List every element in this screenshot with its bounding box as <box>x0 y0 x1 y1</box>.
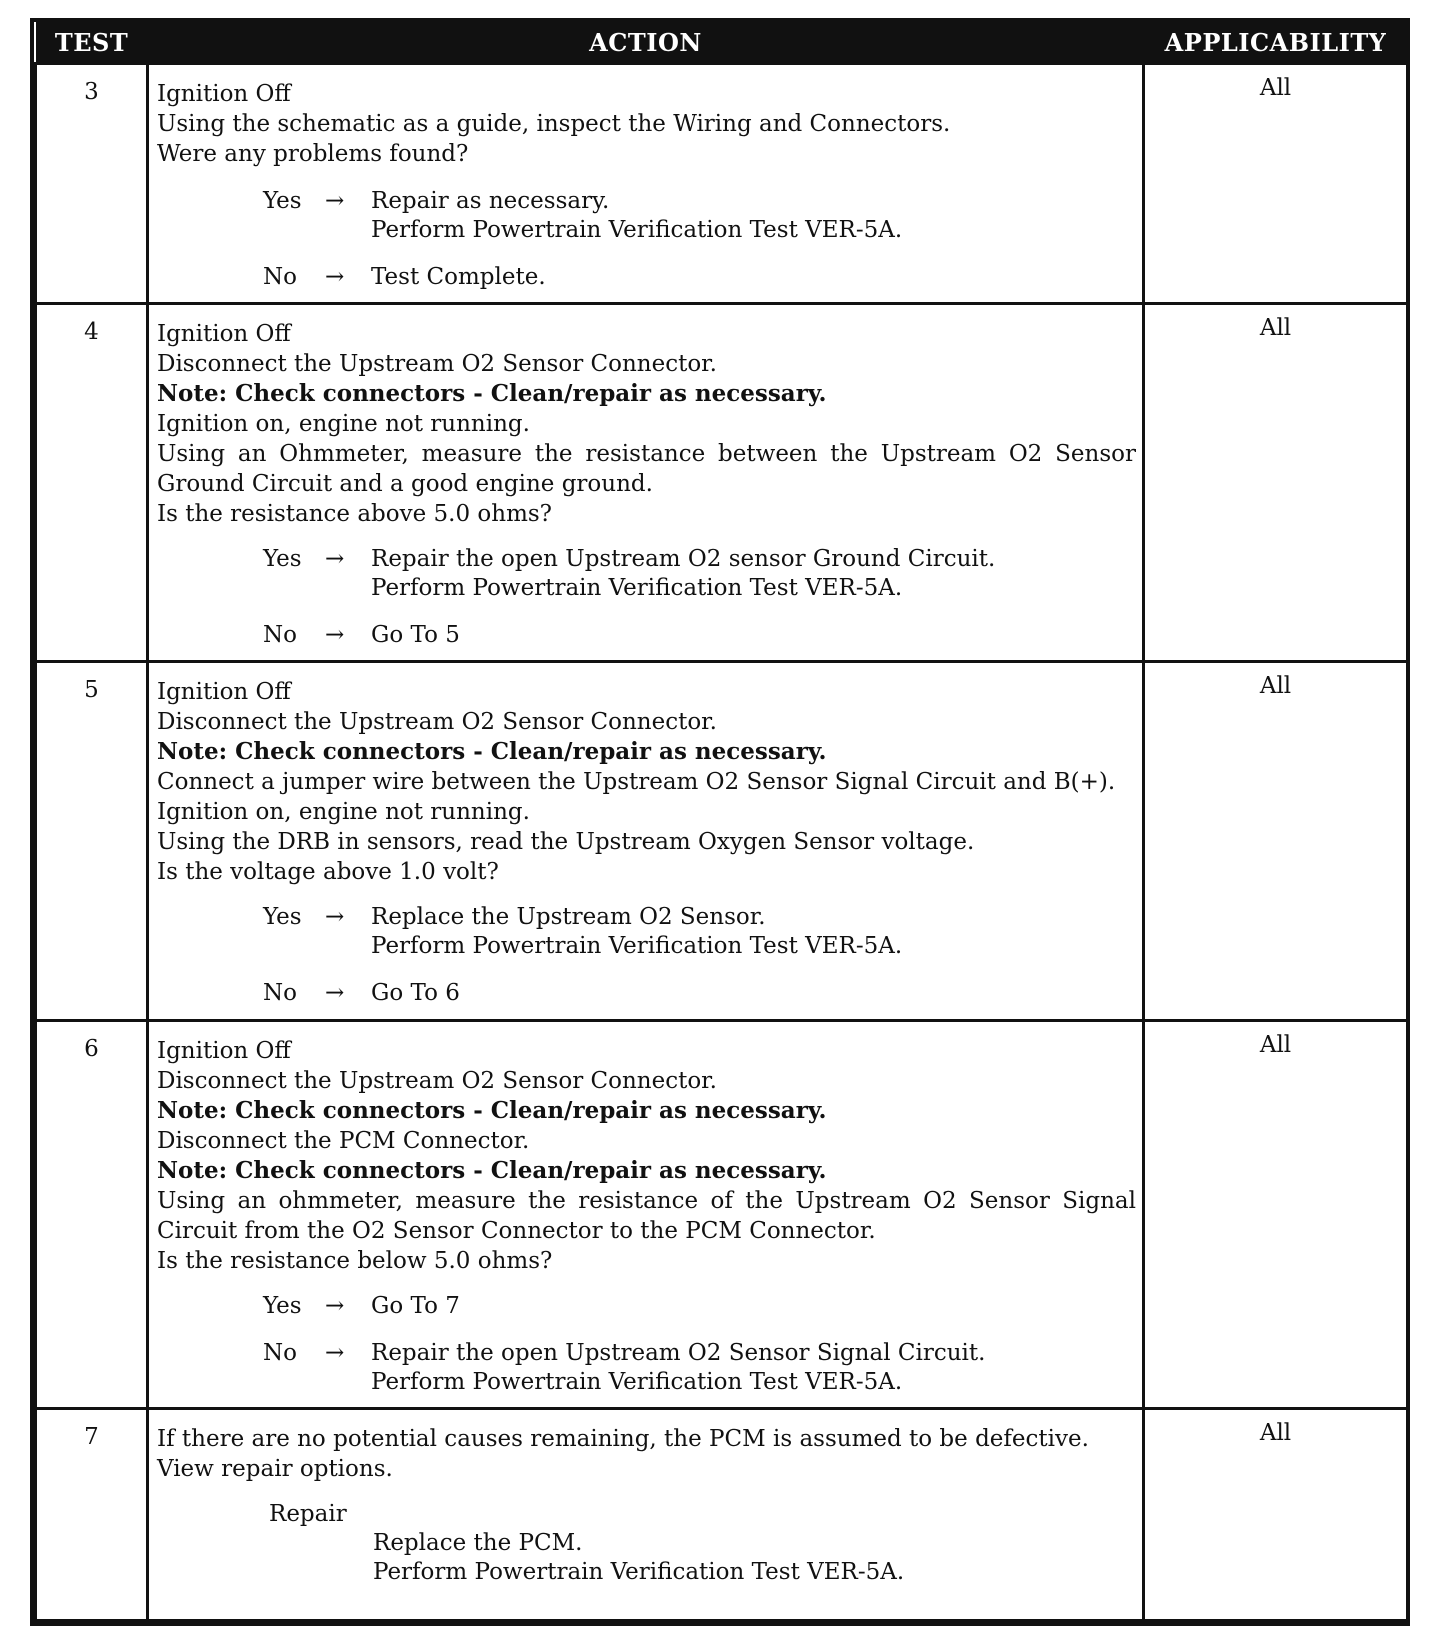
no-label: No <box>263 621 297 648</box>
action-note: Note: Check connectors - Clean/repair as necessary. <box>157 1096 827 1124</box>
action-note: Note: Check connectors - Clean/repair as necessary. <box>157 379 827 407</box>
test-number: 4 <box>36 303 148 662</box>
test-row-5 <box>36 662 1408 1021</box>
test-row-4 <box>36 303 1408 662</box>
applicability-value: All <box>1144 303 1408 662</box>
action-step: Using an Ohmmeter, measure the resistance between the Upstream O2 Sensor Ground Circuit and a good engine ground. <box>157 440 1136 497</box>
yes-outcome <box>263 545 1136 603</box>
arrow-right-icon: → <box>325 264 345 290</box>
test-action <box>148 1409 1144 1621</box>
test-number: 7 <box>36 1409 148 1621</box>
no-result: Go To 6 <box>371 980 460 1007</box>
action-step: Ignition Off <box>157 81 291 107</box>
yes-outcome <box>263 1292 1136 1321</box>
arrow-right-icon: → <box>325 188 345 214</box>
action-step: View repair options. <box>157 1456 393 1483</box>
action-question: Is the resistance below 5.0 ohms? <box>157 1247 553 1274</box>
action-step: Using the schematic as a guide, inspect the Wiring and Connectors. <box>157 111 951 137</box>
no-outcome <box>263 1339 1136 1397</box>
yes-label: Yes <box>263 545 302 572</box>
test-action <box>148 303 1144 662</box>
no-result: Go To 5 <box>371 621 460 648</box>
action-question: Were any problems found? <box>157 141 469 167</box>
test-action <box>148 662 1144 1021</box>
arrow-right-icon: → <box>325 621 345 648</box>
action-step: Disconnect the Upstream O2 Sensor Connector. <box>157 1067 717 1094</box>
no-label: No <box>263 980 297 1007</box>
no-label: No <box>263 264 297 290</box>
no-label: No <box>263 1339 297 1366</box>
no-result: Repair the open Upstream O2 Sensor Signal Circuit. <box>371 1339 986 1366</box>
yes-label: Yes <box>263 188 302 214</box>
arrow-right-icon: → <box>325 904 345 931</box>
header-action: ACTION <box>148 22 1144 64</box>
yes-result: Replace the Upstream O2 Sensor. <box>371 904 766 931</box>
yes-label: Yes <box>263 1292 302 1319</box>
test-number: 5 <box>36 662 148 1021</box>
action-note: Note: Check connectors - Clean/repair as necessary. <box>157 738 827 766</box>
arrow-right-icon: → <box>325 980 345 1007</box>
action-step: Ignition Off <box>157 679 291 706</box>
test-row-3 <box>36 64 1408 304</box>
test-number: 6 <box>36 1020 148 1409</box>
action-step: Using an ohmmeter, measure the resistance of the Upstream O2 Sensor Signal Circuit from the O2 Sensor Connector to the PCM Connector. <box>157 1187 1136 1244</box>
no-outcome <box>263 979 1136 1008</box>
applicability-value: All <box>1144 662 1408 1021</box>
no-outcome <box>263 263 1136 292</box>
action-step: If there are no potential causes remaining, the PCM is assumed to be defective. <box>157 1426 1089 1453</box>
action-step: Disconnect the Upstream O2 Sensor Connector. <box>157 709 717 736</box>
repair-options <box>269 1500 1136 1587</box>
no-result: Test Complete. <box>371 264 546 290</box>
yes-result: Perform Powertrain Verification Test VER-5A. <box>371 933 903 960</box>
arrow-right-icon: → <box>325 1292 345 1319</box>
yes-result: Repair as necessary. <box>371 188 610 214</box>
test-action <box>148 64 1144 304</box>
yes-result: Go To 7 <box>371 1292 460 1319</box>
table-header-row <box>36 22 1408 64</box>
yes-label: Yes <box>263 904 302 931</box>
diagnostic-procedure-sheet <box>30 18 1410 1626</box>
test-action <box>148 1020 1144 1409</box>
yes-result: Perform Powertrain Verification Test VER-5A. <box>371 217 903 243</box>
action-step: Ignition on, engine not running. <box>157 410 530 437</box>
applicability-value: All <box>1144 64 1408 304</box>
action-step: Connect a jumper wire between the Upstream O2 Sensor Signal Circuit and B(+). <box>157 769 1116 796</box>
header-test: TEST <box>36 22 148 64</box>
yes-result: Perform Powertrain Verification Test VER-5A. <box>371 574 903 601</box>
action-step: Disconnect the Upstream O2 Sensor Connector. <box>157 350 717 377</box>
repair-step: Replace the PCM. <box>373 1530 583 1557</box>
test-row-6 <box>36 1020 1408 1409</box>
repair-step: Perform Powertrain Verification Test VER-5A. <box>373 1559 905 1586</box>
arrow-right-icon: → <box>325 545 345 572</box>
action-step: Ignition Off <box>157 1037 291 1064</box>
action-question: Is the resistance above 5.0 ohms? <box>157 500 553 527</box>
action-step: Ignition on, engine not running. <box>157 799 530 826</box>
arrow-right-icon: → <box>325 1339 345 1366</box>
action-step: Using the DRB in sensors, read the Upstream Oxygen Sensor voltage. <box>157 829 975 856</box>
diagnostic-test-table <box>34 22 1409 1622</box>
action-step: Ignition Off <box>157 320 291 347</box>
yes-result: Repair the open Upstream O2 sensor Ground Circuit. <box>371 545 996 572</box>
no-result: Perform Powertrain Verification Test VER-5A. <box>371 1368 903 1395</box>
no-outcome <box>263 621 1136 650</box>
applicability-value: All <box>1144 1020 1408 1409</box>
repair-label: Repair <box>269 1501 347 1528</box>
test-row-7 <box>36 1409 1408 1621</box>
yes-outcome <box>263 187 1136 245</box>
header-applicability: APPLICABILITY <box>1144 22 1408 64</box>
test-number: 3 <box>36 64 148 304</box>
action-question: Is the voltage above 1.0 volt? <box>157 859 499 886</box>
yes-outcome <box>263 903 1136 961</box>
action-step: Disconnect the PCM Connector. <box>157 1127 530 1154</box>
applicability-value: All <box>1144 1409 1408 1621</box>
action-note: Note: Check connectors - Clean/repair as necessary. <box>157 1156 827 1184</box>
